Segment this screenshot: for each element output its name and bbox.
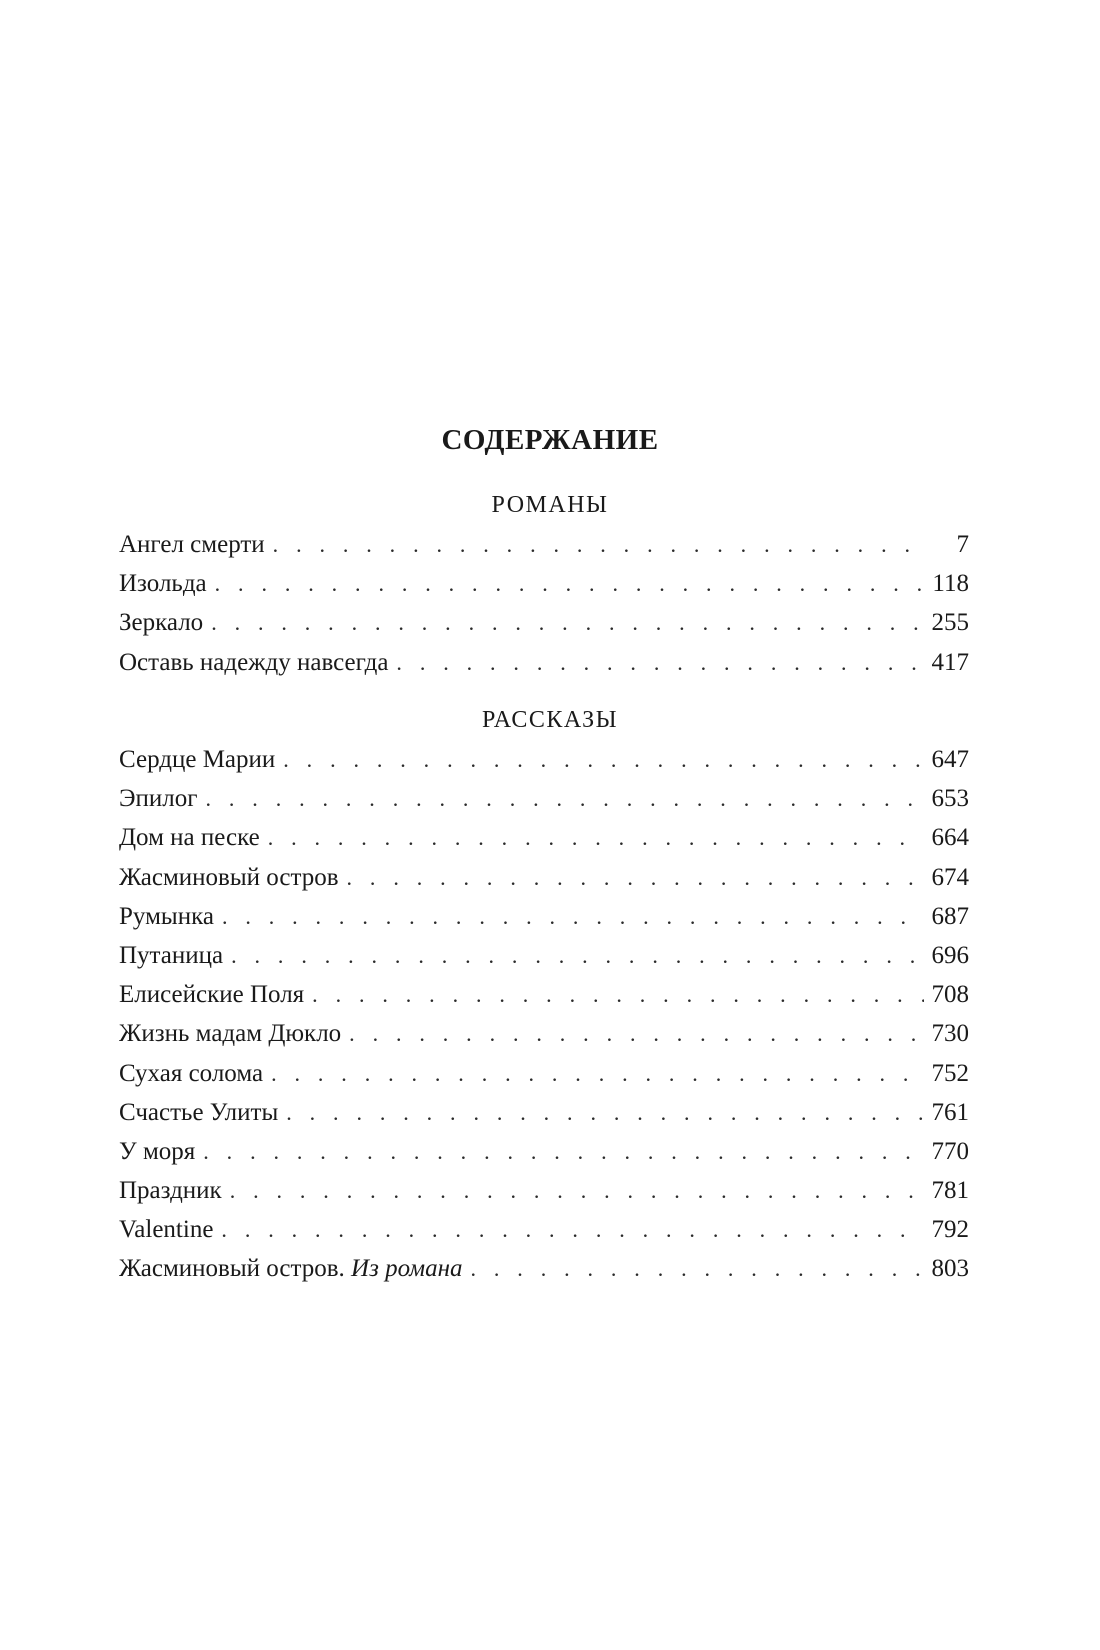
toc-entry-page: 708 <box>931 981 969 1009</box>
toc-entry-title: Елисейские Поля <box>119 981 305 1009</box>
dot-leader <box>211 603 923 642</box>
dot-leader <box>215 564 925 603</box>
toc-entry-page: 674 <box>931 863 969 891</box>
toc-entry-title: Путаница <box>119 941 224 969</box>
toc-entry-title: Ангел смерти <box>119 531 265 558</box>
toc-entry <box>119 603 969 642</box>
toc-entry-page: 752 <box>931 1059 969 1087</box>
toc-entry-page: 647 <box>931 746 969 773</box>
dot-leader <box>471 1249 924 1288</box>
toc-entry <box>119 1054 969 1093</box>
toc-entry <box>119 740 969 779</box>
dot-leader <box>206 779 924 818</box>
section-heading-novels: РОМАНЫ <box>491 492 609 518</box>
toc-entry-title: Дом на песке <box>119 824 260 852</box>
toc-entry <box>119 1249 969 1288</box>
dot-leader <box>222 897 924 936</box>
dot-leader <box>221 1210 923 1249</box>
toc-entry <box>119 897 969 936</box>
toc-entry <box>119 643 969 682</box>
dot-leader <box>286 1093 923 1132</box>
toc-entry <box>119 818 969 857</box>
toc-entry-title: Праздник <box>119 1177 222 1205</box>
toc-entry <box>119 1171 969 1210</box>
toc-entry-page: 803 <box>931 1255 969 1283</box>
dot-leader <box>349 1014 923 1053</box>
dot-leader <box>230 1171 924 1210</box>
toc-entry-title: Румынка <box>119 902 214 930</box>
dot-leader <box>231 936 923 975</box>
toc-entry-title: Жасминовый остров. Из романа <box>119 1255 463 1283</box>
toc-entry-page: 696 <box>931 941 969 969</box>
toc-entry <box>119 858 969 897</box>
toc-entry-title: Зеркало <box>119 609 204 637</box>
toc-entry <box>119 1132 969 1171</box>
toc-entry-page: 7 <box>956 531 969 558</box>
dot-leader <box>396 643 923 682</box>
toc-entry-title: Жасминовый остров <box>119 863 339 891</box>
dot-leader <box>273 525 927 564</box>
toc-entry <box>119 936 969 975</box>
toc-entry-page: 687 <box>931 902 969 930</box>
toc-entry-page: 792 <box>931 1216 969 1244</box>
toc-entry-page: 255 <box>931 609 969 637</box>
toc-entry <box>119 975 969 1014</box>
toc-entry-title: У моря <box>119 1137 196 1165</box>
toc-entry-title: Жизнь мадам Дюкло <box>119 1020 342 1048</box>
toc-entry-title-italic: Из романа <box>351 1255 463 1283</box>
toc-entry-page: 118 <box>932 570 969 598</box>
toc-entry <box>119 779 969 818</box>
toc-entry <box>119 564 969 603</box>
section-heading-stories: РАССКАЗЫ <box>481 707 619 733</box>
toc-entry-page: 781 <box>931 1177 969 1205</box>
toc-entry <box>119 525 969 564</box>
toc-entry-title: Эпилог <box>119 785 198 813</box>
toc-entry-page: 664 <box>931 824 969 852</box>
toc-entry-title: Сердце Марии <box>119 746 276 773</box>
toc-entry-page: 417 <box>931 648 969 676</box>
dot-leader <box>283 740 923 779</box>
dot-leader <box>347 858 924 897</box>
toc-list-stories <box>119 740 969 1289</box>
dot-leader <box>268 818 924 857</box>
toc-entry <box>119 1093 969 1132</box>
toc-entry <box>119 1210 969 1249</box>
toc-entry-page: 730 <box>931 1020 969 1048</box>
toc-entry-page: 653 <box>931 785 969 813</box>
toc-entry <box>119 1014 969 1053</box>
toc-entry-page: 770 <box>931 1137 969 1165</box>
toc-list-novels <box>119 525 969 682</box>
dot-leader <box>271 1054 923 1093</box>
toc-entry-title: Изольда <box>119 570 207 598</box>
dot-leader <box>312 975 923 1014</box>
toc-entry-page: 761 <box>931 1098 969 1126</box>
toc-entry-title: Счастье Улиты <box>119 1098 279 1126</box>
toc-entry-title: Оставь надежду навсегда <box>119 648 389 676</box>
toc-entry-title: Сухая солома <box>119 1059 264 1087</box>
page-title: СОДЕРЖАНИЕ <box>441 424 659 456</box>
dot-leader <box>203 1132 923 1171</box>
toc-entry-title: Valentine <box>119 1216 214 1244</box>
